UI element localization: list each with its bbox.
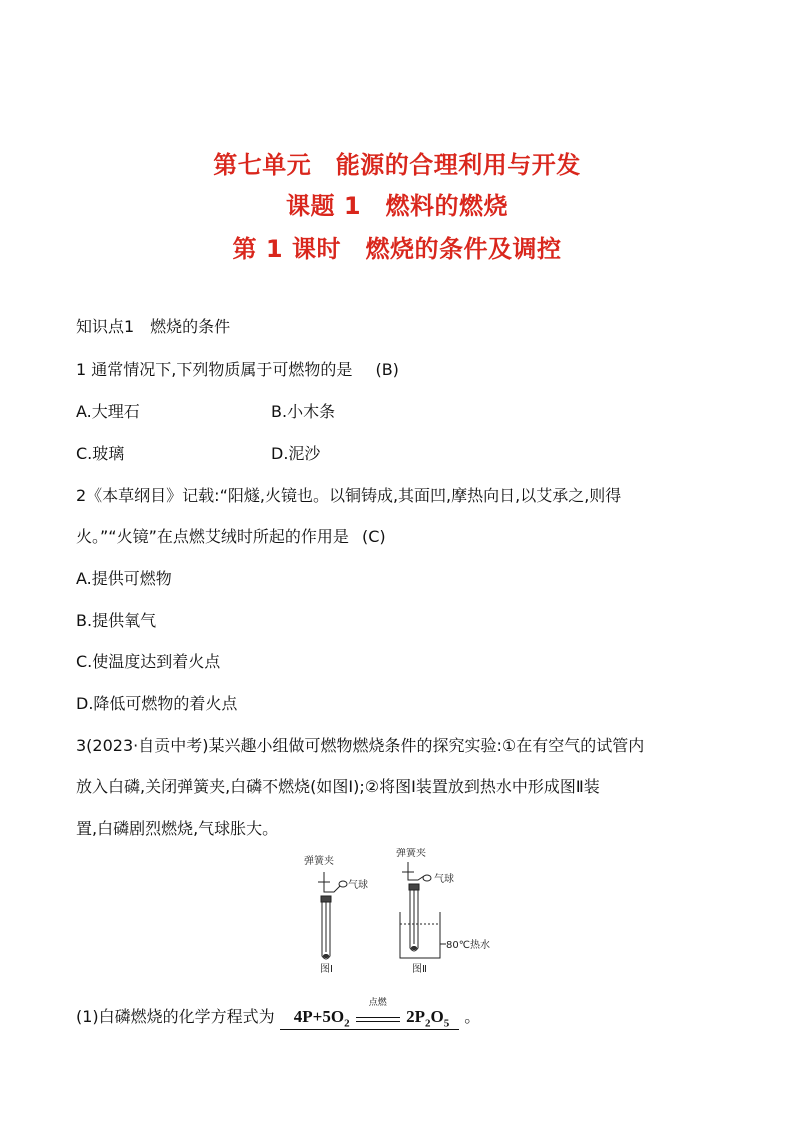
fig1-caption: 图Ⅰ [320,964,333,975]
fig1-stopper [321,896,331,902]
q1-stem [76,357,399,380]
fig1-clip-label: 弹簧夹 [304,856,334,867]
experiment-figure [296,848,496,976]
eq-rhs-sub1: 2 [424,1017,431,1030]
fig2-stopper [409,884,419,890]
eq-condition [356,998,400,1022]
fig2-water-label: 80℃热水 [446,940,490,951]
q2-option-d: D.降低可燃物的着火点 [76,694,238,713]
q1-option-b: B.小木条 [271,402,336,421]
lesson-title: 课题 1 燃料的燃烧 [285,192,509,220]
q2-stem-line2 [76,524,386,547]
fig1-balloon-label: 气球 [348,880,368,891]
q2-option-c: C.使温度达到着火点 [76,652,221,671]
unit-title: 第七单元 能源的合理利用与开发 [213,151,581,179]
q3-stem-line1: 3(2023·自贡中考)某兴趣小组做可燃物燃烧条件的探究实验:①在有空气的试管内 [76,736,645,755]
q3-stem-line3: 置,白磷剧烈燃烧,气球胀大。 [76,819,279,838]
fig2-beaker [400,912,440,958]
q1-stem-text: 1 通常情况下,下列物质属于可燃物的是 [76,360,353,379]
eq-rhs-b: O [430,1007,444,1026]
section-heading: 知识点1 燃烧的条件 [76,317,231,336]
eq-suffix: 。 [464,1007,481,1026]
q2-option-a: A.提供可燃物 [76,569,172,588]
fig2-caption: 图Ⅱ [412,964,427,975]
q2-option-b: B.提供氧气 [76,611,157,630]
fig1-phosphorus [324,955,329,958]
q2-answer: (C) [361,527,386,546]
fig2-clip-label: 弹簧夹 [396,848,426,859]
eq-condition-text: 点燃 [368,998,387,1008]
q3-stem-line2: 放入白磷,关闭弹簧夹,白磷不燃烧(如图Ⅰ);②将图Ⅰ装置放到热水中形成图Ⅱ装 [76,777,600,796]
q3-sub1-prompt: (1)白磷燃烧的化学方程式为 [76,1007,275,1026]
q2-stem-text: 火。”“火镜”在点燃艾绒时所起的作用是 [76,527,349,546]
figure-1 [304,854,368,975]
figure-2 [396,848,490,975]
eq-lhs-a: 4P+5O [293,1007,345,1026]
q1-option-d: D.泥沙 [271,444,321,463]
eq-rhs-sub2: 5 [443,1017,450,1030]
q2-stem-line1: 2《本草纲目》记载:“阳燧,火镜也。以铜铸成,其面凹,摩热向日,以艾承之,则得 [76,486,622,505]
fig2-phosphorus [412,947,417,950]
q1-option-c: C.玻璃 [76,444,125,463]
q1-option-a: A.大理石 [76,402,140,421]
q1-answer: (B) [375,360,399,379]
eq-equals-sign [356,1017,400,1022]
eq-rhs-a: 2P [406,1007,425,1026]
fig2-balloon-label: 气球 [434,874,454,885]
period-title: 第 1 课时 燃烧的条件及调控 [232,235,562,263]
eq-lhs-sub: 2 [344,1017,350,1030]
fig1-balloon-icon [339,881,347,887]
q3-sub1 [76,998,481,1044]
fig2-balloon-icon [423,875,431,881]
equation-answer [280,998,459,1030]
